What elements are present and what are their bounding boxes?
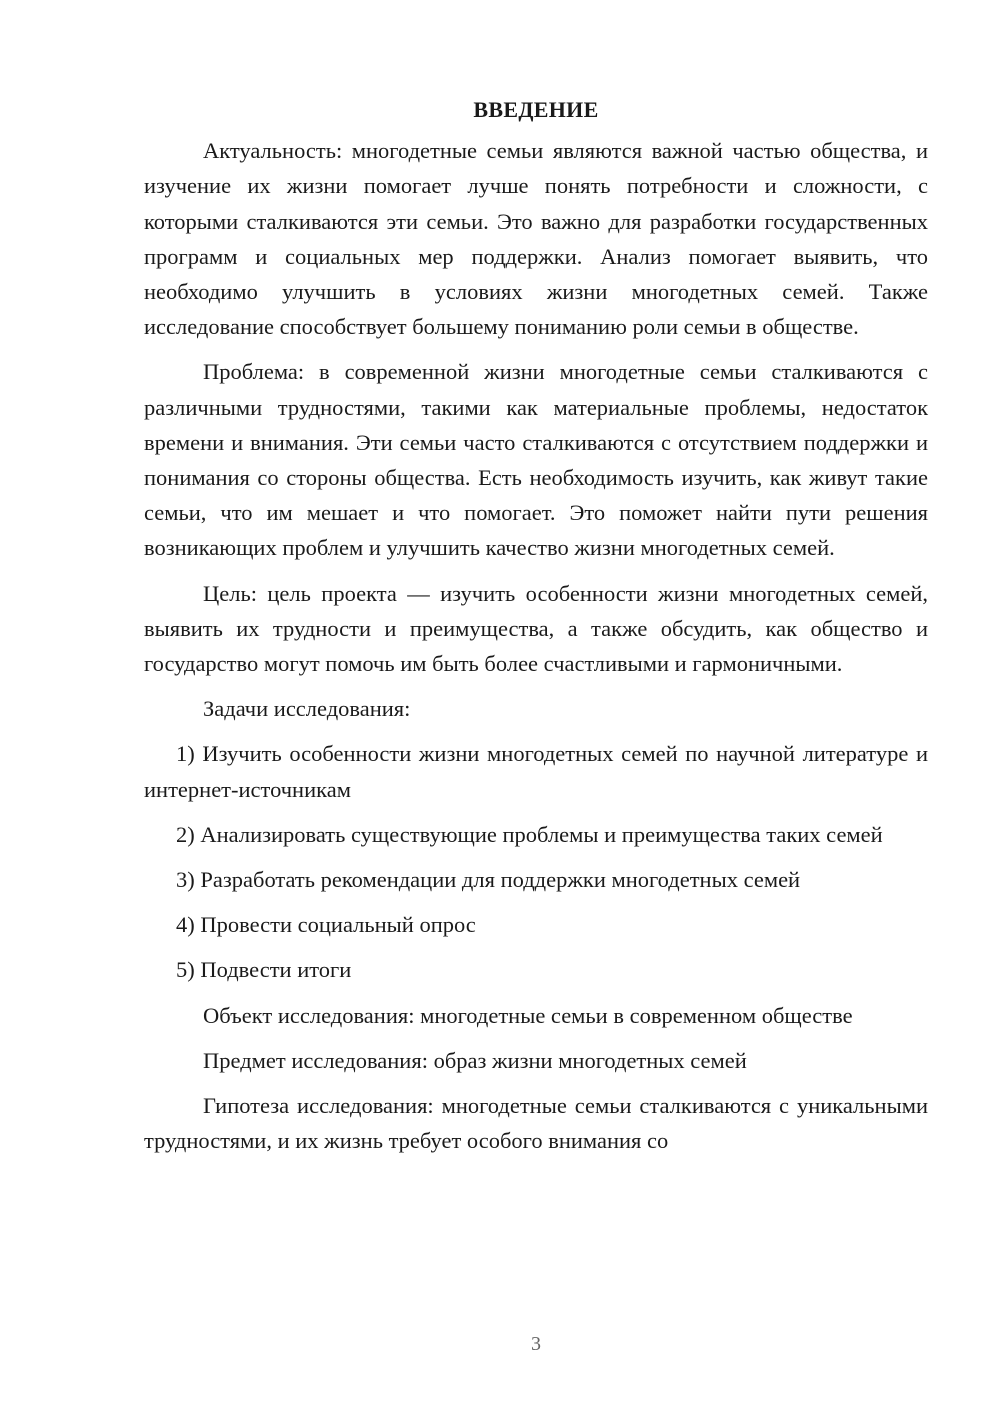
page-number: 3 — [531, 1333, 541, 1355]
research-subject: Предмет исследования: образ жизни многодетных семей — [203, 1047, 747, 1073]
relevance-paragraph: Актуальность: многодетные семьи являются важной частью общества, и изучение их жизни помогает лучше понять потребности и сложности, с которыми сталкиваются эти семьи. Это важно для разработки государственных программ и социальных мер поддержки. Анализ помогает выявить, что необходимо улучшить в условиях жизни многодетных семей. Также исследование способствует большему пониманию роли семьи в обществе. — [144, 138, 928, 340]
task-item-5: 5) Подвести итоги — [176, 957, 352, 983]
research-object: Объект исследования: многодетные семьи в современном обществе — [203, 1002, 853, 1028]
goal-paragraph: Цель: цель проекта — изучить особенности жизни многодетных семей, выявить их трудности и преимущества, а также обсудить, как общество и государство могут помочь им быть более счастливыми и гармоничными. — [144, 580, 928, 677]
task-item-3: 3) Разработать рекомендации для поддержки многодетных семей — [176, 867, 801, 893]
problem-paragraph: Проблема: в современной жизни многодетные семьи сталкиваются с различными трудностями, такими как материальные проблемы, недостаток времени и внимания. Эти семьи часто сталкиваются с отсутствием поддержки и понимания со стороны общества. Есть необходимость изучить, как живут такие семьи, что им мешает и что помогает. Это поможет найти пути решения возникающих проблем и улучшить качество жизни многодетных семей. — [144, 359, 928, 561]
tasks-heading: Задачи исследования: — [203, 696, 411, 722]
page-title: ВВЕДЕНИЕ — [473, 97, 599, 122]
task-item-2: 2) Анализировать существующие проблемы и преимущества таких семей — [176, 821, 883, 847]
hypothesis-paragraph: Гипотеза исследования: многодетные семьи сталкиваются с уникальными трудностями, и их жизнь требует особого внимания со — [144, 1093, 928, 1154]
task-item-1: 1) Изучить особенности жизни многодетных семей по научной литературе и интернет-источникам — [144, 741, 928, 802]
page-content — [144, 92, 928, 1168]
task-item-4: 4) Провести социальный опрос — [176, 912, 476, 938]
